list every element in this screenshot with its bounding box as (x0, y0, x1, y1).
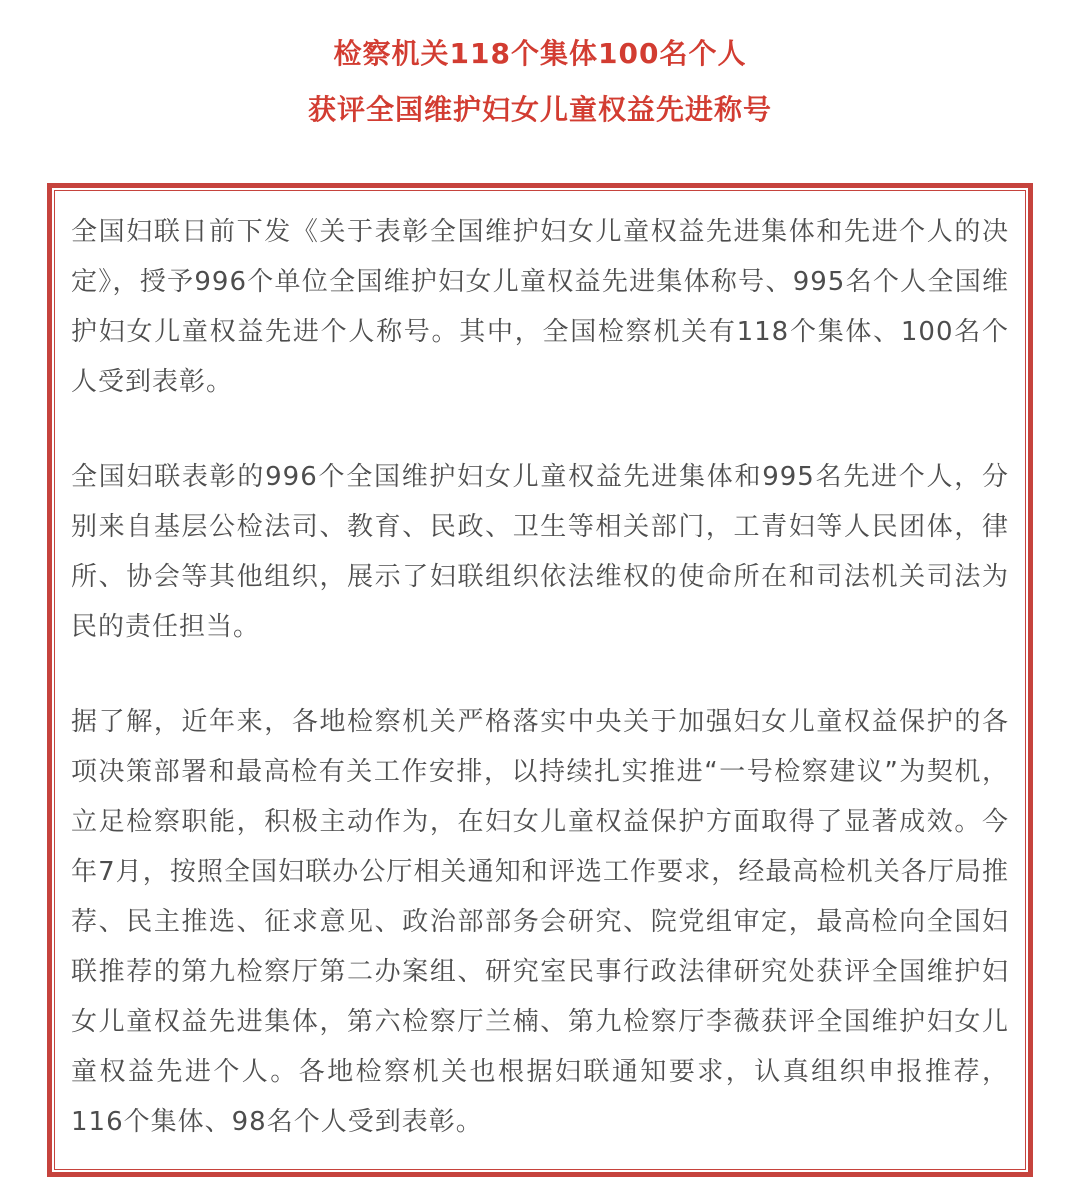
article-title (0, 0, 1080, 138)
article-paragraph-3: 据了解，近年来，各地检察机关严格落实中央关于加强妇女儿童权益保护的各项决策部署和最高检有关工作安排，以持续扎实推进“一号检察建议”为契机，立足检察职能，积极主动作为，在妇女儿童权益保护方面取得了显著成效。今年7月，按照全国妇联办公厅相关通知和评选工作要求，经最高检机关各厅局推荐、民主推选、征求意见、政治部部务会研究、院党组审定，最高检向全国妇联推荐的第九检察厅第二办案组、研究室民事行政法律研究处获评全国维护妇女儿童权益先进集体，第六检察厅兰楠、第九检察厅李薇获评全国维护妇女儿童权益先进个人。各地检察机关也根据妇联通知要求，认真组织申报推荐，116个集体、98名个人受到表彰。 (71, 707, 1009, 1137)
article-border-box (47, 183, 1033, 1177)
article-title-line-1: 检察机关118个集体100名个人 (333, 37, 747, 70)
article-paragraph-1: 全国妇联日前下发《关于表彰全国维护妇女儿童权益先进集体和先进个人的决定》，授予996个单位全国维护妇女儿童权益先进集体称号、995名个人全国维护妇女儿童权益先进个人称号。其中，全国检察机关有118个集体、100名个人受到表彰。 (71, 217, 1009, 397)
article-content (54, 190, 1026, 1170)
article-title-line-2: 获评全国维护妇女儿童权益先进称号 (307, 93, 772, 126)
article-paragraph-2: 全国妇联表彰的996个全国维护妇女儿童权益先进集体和995名先进个人，分别来自基层公检法司、教育、民政、卫生等相关部门，工青妇等人民团体，律所、协会等其他组织，展示了妇联组织依法维权的使命所在和司法机关司法为民的责任担当。 (71, 462, 1009, 642)
